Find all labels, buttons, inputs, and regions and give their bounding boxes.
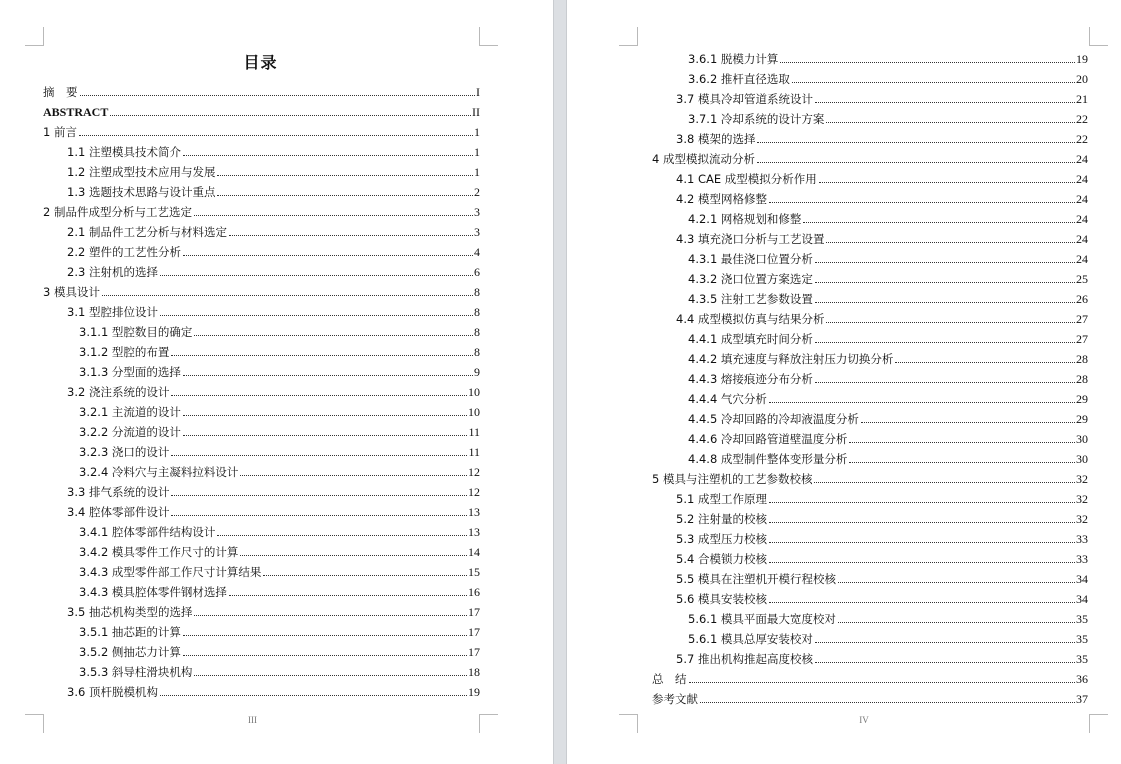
toc-entry[interactable]: [79, 359, 480, 379]
toc-entry-title: 5.6.1 模具总厚安装校对: [688, 632, 813, 646]
toc-entry-page: 19: [1076, 52, 1088, 66]
toc-entry-title: 5.4 合模锁力校核: [676, 552, 767, 566]
dot-leader: [183, 375, 473, 376]
toc-entry-title: 4.2.1 网格规划和修整: [688, 212, 802, 226]
toc-entry[interactable]: [676, 226, 1088, 246]
toc-entry-page: 35: [1076, 652, 1088, 666]
dot-leader: [780, 62, 1075, 63]
dot-leader: [815, 302, 1075, 303]
document-page-right: [567, 0, 1121, 764]
toc-entry[interactable]: [67, 379, 480, 399]
toc-entry-page: 24: [1076, 252, 1088, 266]
dot-leader: [815, 382, 1075, 383]
toc-entry[interactable]: [676, 166, 1088, 186]
toc-entry-title: 3.6 顶杆脱模机构: [67, 685, 158, 699]
toc-entry-title: 总 结: [652, 672, 687, 686]
toc-entry-page: 32: [1076, 472, 1088, 486]
dot-leader: [861, 422, 1075, 423]
dot-leader: [826, 242, 1075, 243]
dot-leader: [217, 535, 467, 536]
toc-entry-page: 20: [1076, 72, 1088, 86]
dot-leader: [826, 322, 1075, 323]
dot-leader: [815, 102, 1075, 103]
toc-entry[interactable]: [79, 399, 480, 419]
dot-leader: [183, 415, 467, 416]
toc-entry-page: 24: [1076, 152, 1088, 166]
dot-leader: [229, 595, 467, 596]
toc-entry-title: 3.3 排气系统的设计: [67, 485, 170, 499]
toc-entry-title: 5.5 模具在注塑机开模行程校核: [676, 572, 836, 586]
toc-entry-title: 参考文献: [652, 692, 698, 706]
dot-leader: [895, 362, 1075, 363]
toc-entry-page: 32: [1076, 512, 1088, 526]
toc-heading: 目录: [243, 53, 278, 72]
toc-entry-page: 8: [474, 325, 480, 339]
toc-entry-title: 4.4.2 填充速度与释放注射压力切换分析: [688, 352, 894, 366]
toc-entry-title: 4.3.5 注射工艺参数设置: [688, 292, 813, 306]
toc-entry-page: 14: [468, 545, 480, 559]
dot-leader: [769, 202, 1075, 203]
toc-entry-title: 3.4.1 腔体零部件结构设计: [79, 525, 216, 539]
toc-entry-page: 10: [468, 385, 480, 399]
margin-corner-mark: [25, 27, 44, 46]
toc-entry-page: 34: [1076, 572, 1088, 586]
toc-entry[interactable]: [688, 66, 1088, 86]
toc-entry-title: 3.4 腔体零部件设计: [67, 505, 170, 519]
toc-entry[interactable]: [67, 599, 480, 619]
dot-leader: [194, 615, 467, 616]
dot-leader: [217, 195, 473, 196]
toc-entry[interactable]: [79, 579, 480, 599]
toc-entry[interactable]: [43, 119, 480, 139]
dot-leader: [240, 475, 467, 476]
toc-entry-title: 4.1 CAE 成型模拟分析作用: [676, 172, 817, 186]
toc-entry-page: II: [472, 105, 480, 119]
toc-entry-title: 4.4.8 成型制件整体变形量分析: [688, 452, 848, 466]
toc-entry-page: 17: [468, 605, 480, 619]
toc-entry[interactable]: [676, 646, 1088, 666]
toc-entry-title: 2.3 注射机的选择: [67, 265, 158, 279]
dot-leader: [110, 115, 471, 116]
toc-entry-title: 4.4.3 熔接痕迹分布分析: [688, 372, 813, 386]
toc-entry[interactable]: [676, 586, 1088, 606]
toc-entry-page: 22: [1076, 112, 1088, 126]
toc-entry[interactable]: [676, 86, 1088, 106]
margin-corner-mark: [619, 27, 638, 46]
toc-entry-page: 24: [1076, 212, 1088, 226]
margin-corner-mark: [1089, 27, 1108, 46]
dot-leader: [229, 235, 473, 236]
toc-entry-title: 3.7 模具冷却管道系统设计: [676, 92, 813, 106]
toc-entry-title: 5 模具与注塑机的工艺参数校核: [652, 472, 813, 486]
toc-entry[interactable]: [67, 479, 480, 499]
dot-leader: [838, 582, 1075, 583]
toc-entry-page: 8: [474, 305, 480, 319]
toc-entry-title: 1 前言: [43, 125, 77, 139]
toc-entry[interactable]: [688, 446, 1088, 466]
toc-entry-page: 4: [474, 245, 480, 259]
toc-entry-title: 4.3.1 最佳浇口位置分析: [688, 252, 813, 266]
toc-entry-title: 1.1 注塑模具技术简介: [67, 145, 181, 159]
toc-entry[interactable]: [676, 126, 1088, 146]
toc-entry-title: 5.3 成型压力校核: [676, 532, 767, 546]
dot-leader: [757, 162, 1075, 163]
toc-entry[interactable]: [688, 346, 1088, 366]
dot-leader: [792, 82, 1075, 83]
dot-leader: [160, 275, 473, 276]
toc-entry-title: 3.1.1 型腔数目的确定: [79, 325, 193, 339]
toc-entry[interactable]: [688, 606, 1088, 626]
toc-entry-title: 3 模具设计: [43, 285, 100, 299]
toc-entry[interactable]: [67, 139, 480, 159]
toc-entry-page: 33: [1076, 532, 1088, 546]
dot-leader: [769, 502, 1075, 503]
toc-entry-page: 34: [1076, 592, 1088, 606]
toc-entry-page: 13: [468, 505, 480, 519]
toc-entry-page: 21: [1076, 92, 1088, 106]
toc-entry-page: 35: [1076, 632, 1088, 646]
dot-leader: [240, 555, 467, 556]
toc-entry[interactable]: [652, 146, 1088, 166]
toc-entry[interactable]: [652, 466, 1088, 486]
toc-entry[interactable]: [79, 459, 480, 479]
toc-entry[interactable]: [67, 219, 480, 239]
toc-entry-title: 3.6.2 推杆直径选取: [688, 72, 790, 86]
dot-leader: [769, 522, 1075, 523]
toc-entry-page: 19: [468, 685, 480, 699]
dot-leader: [757, 142, 1075, 143]
toc-entry-title: 4.4 成型模拟仿真与结果分析: [676, 312, 825, 326]
toc-entry-title: 3.5 抽芯机构类型的选择: [67, 605, 193, 619]
toc-entry-title: 2 制品件成型分析与工艺选定: [43, 205, 192, 219]
toc-entry[interactable]: [79, 539, 480, 559]
toc-entry-title: 1.2 注塑成型技术应用与发展: [67, 165, 216, 179]
dot-leader: [160, 695, 467, 696]
toc-entry-page: 30: [1076, 432, 1088, 446]
toc-entry[interactable]: [688, 246, 1088, 266]
toc-entry-page: 22: [1076, 132, 1088, 146]
toc-entry[interactable]: [79, 559, 480, 579]
toc-entry-title: 2.1 制品件工艺分析与材料选定: [67, 225, 227, 239]
toc-entry[interactable]: [79, 519, 480, 539]
toc-entry[interactable]: [676, 546, 1088, 566]
toc-entry-title: 4.4.6 冷却回路管道壁温度分析: [688, 432, 848, 446]
toc-entry[interactable]: [79, 439, 480, 459]
toc-entry-page: 35: [1076, 612, 1088, 626]
toc-entry[interactable]: [688, 366, 1088, 386]
toc-entry-title: 4 成型模拟流动分析: [652, 152, 755, 166]
dot-leader: [815, 262, 1075, 263]
dot-leader: [160, 315, 473, 316]
toc-entry-page: 30: [1076, 452, 1088, 466]
dot-leader: [183, 435, 468, 436]
toc-entry-title: 4.4.4 气穴分析: [688, 392, 767, 406]
toc-entry-title: 摘 要: [43, 85, 78, 99]
toc-entry-page: 11: [468, 445, 480, 459]
dot-leader: [815, 282, 1075, 283]
toc-entry[interactable]: [79, 419, 480, 439]
toc-entry-title: 3.1 型腔排位设计: [67, 305, 158, 319]
toc-entry-page: 8: [474, 345, 480, 359]
toc-entry-page: 26: [1076, 292, 1088, 306]
toc-entry-title: 3.4.3 模具腔体零件钢材选择: [79, 585, 227, 599]
toc-entry[interactable]: [688, 266, 1088, 286]
dot-leader: [769, 562, 1075, 563]
toc-entry-title: 3.2.4 冷料穴与主凝料拉料设计: [79, 465, 239, 479]
dot-leader: [194, 215, 473, 216]
toc-entry[interactable]: [688, 206, 1088, 226]
toc-entry-title: 5.2 注射量的校核: [676, 512, 767, 526]
toc-entry[interactable]: [652, 686, 1088, 706]
dot-leader: [183, 255, 473, 256]
toc-entry-page: 12: [468, 465, 480, 479]
toc-entry-page: 13: [468, 525, 480, 539]
toc-entry-page: 3: [474, 205, 480, 219]
toc-entry[interactable]: [676, 486, 1088, 506]
toc-entry-page: 18: [468, 665, 480, 679]
dot-leader: [171, 515, 467, 516]
toc-entry[interactable]: [688, 326, 1088, 346]
toc-entry-title: ABSTRACT: [43, 105, 109, 119]
dot-leader: [217, 175, 473, 176]
dot-leader: [102, 295, 473, 296]
toc-entry[interactable]: [676, 186, 1088, 206]
toc-entry-title: 3.2.1 主流道的设计: [79, 405, 181, 419]
toc-entry[interactable]: [79, 619, 480, 639]
document-page-left: [0, 0, 553, 764]
dot-leader: [194, 675, 467, 676]
toc-entry-page: 24: [1076, 232, 1088, 246]
page-number: III: [248, 715, 257, 725]
dot-leader: [849, 442, 1075, 443]
toc-entry[interactable]: [676, 506, 1088, 526]
toc-entry[interactable]: [79, 339, 480, 359]
toc-entry[interactable]: [79, 319, 480, 339]
margin-corner-mark: [479, 27, 498, 46]
toc-entry-title: 3.7.1 冷却系统的设计方案: [688, 112, 825, 126]
dot-leader: [171, 355, 473, 356]
dot-leader: [803, 222, 1075, 223]
page-number: IV: [859, 715, 869, 725]
toc-entry-page: 9: [474, 365, 480, 379]
dot-leader: [689, 682, 1076, 683]
toc-entry[interactable]: [688, 406, 1088, 426]
toc-entry-page: 37: [1076, 692, 1088, 706]
toc-entry-page: 27: [1076, 312, 1088, 326]
toc-entry[interactable]: [688, 426, 1088, 446]
toc-entry-page: 24: [1076, 172, 1088, 186]
toc-entry-title: 5.7 推出机构推起高度校核: [676, 652, 813, 666]
dot-leader: [80, 95, 476, 96]
toc-entry[interactable]: [43, 79, 480, 99]
dot-leader: [194, 335, 473, 336]
toc-entry-title: 4.2 模型网格修整: [676, 192, 767, 206]
toc-entry-page: I: [476, 85, 480, 99]
toc-entry-page: 6: [474, 265, 480, 279]
toc-entry-title: 3.4.3 成型零件部工作尺寸计算结果: [79, 565, 262, 579]
toc-entry-page: 3: [474, 225, 480, 239]
dot-leader: [183, 155, 473, 156]
toc-entry[interactable]: [676, 566, 1088, 586]
toc-entry-page: 10: [468, 405, 480, 419]
toc-entry[interactable]: [43, 199, 480, 219]
toc-entry-page: 15: [468, 565, 480, 579]
dot-leader: [815, 342, 1075, 343]
toc-entry-title: 5.1 成型工作原理: [676, 492, 767, 506]
toc-entry-title: 3.1.2 型腔的布置: [79, 345, 170, 359]
toc-entry[interactable]: [67, 179, 480, 199]
toc-entry-page: 8: [474, 285, 480, 299]
dot-leader: [183, 635, 467, 636]
toc-entry-page: 32: [1076, 492, 1088, 506]
dot-leader: [769, 602, 1075, 603]
toc-entry-title: 4.3.2 浇口位置方案选定: [688, 272, 813, 286]
toc-entry-page: 17: [468, 645, 480, 659]
dot-leader: [171, 495, 467, 496]
toc-entry-title: 3.4.2 模具零件工作尺寸的计算: [79, 545, 239, 559]
toc-entry-title: 4.4.5 冷却回路的冷却液温度分析: [688, 412, 859, 426]
toc-entry[interactable]: [652, 666, 1088, 686]
toc-entry-title: 5.6 模具安装校核: [676, 592, 767, 606]
toc-entry[interactable]: [688, 106, 1088, 126]
toc-entry[interactable]: [67, 159, 480, 179]
toc-entry-title: 3.5.1 抽芯距的计算: [79, 625, 181, 639]
toc-entry-title: 3.5.3 斜导柱滑块机构: [79, 665, 193, 679]
toc-entry[interactable]: [688, 286, 1088, 306]
dot-leader: [826, 122, 1075, 123]
toc-entry[interactable]: [79, 659, 480, 679]
toc-entry[interactable]: [67, 239, 480, 259]
dot-leader: [171, 395, 467, 396]
dot-leader: [183, 655, 467, 656]
toc-entry-title: 4.4.1 成型填充时间分析: [688, 332, 813, 346]
toc-entry-page: 17: [468, 625, 480, 639]
dot-leader: [171, 455, 467, 456]
toc-entry[interactable]: [67, 679, 480, 699]
toc-entry-title: 3.1.3 分型面的选择: [79, 365, 181, 379]
toc-entry[interactable]: [43, 279, 480, 299]
toc-entry[interactable]: [43, 99, 480, 119]
toc-entry-page: 12: [468, 485, 480, 499]
toc-entry-page: 33: [1076, 552, 1088, 566]
toc-entry-page: 16: [468, 585, 480, 599]
toc-entry-page: 29: [1076, 412, 1088, 426]
dot-leader: [814, 482, 1075, 483]
toc-entry-page: 1: [474, 165, 480, 179]
dot-leader: [849, 462, 1075, 463]
dot-leader: [769, 402, 1075, 403]
toc-entry-title: 3.6.1 脱模力计算: [688, 52, 779, 66]
toc-entry-page: 28: [1076, 372, 1088, 386]
page-gutter: [553, 0, 567, 764]
toc-entry[interactable]: [67, 259, 480, 279]
toc-entry[interactable]: [79, 639, 480, 659]
dot-leader: [700, 702, 1075, 703]
toc-entry-title: 3.8 模架的选择: [676, 132, 756, 146]
toc-entry-page: 1: [474, 145, 480, 159]
dot-leader: [815, 662, 1075, 663]
toc-entry-page: 1: [474, 125, 480, 139]
toc-entry-title: 5.6.1 模具平面最大宽度校对: [688, 612, 836, 626]
toc-entry-title: 4.3 填充浇口分析与工艺设置: [676, 232, 825, 246]
dot-leader: [838, 622, 1075, 623]
dot-leader: [819, 182, 1075, 183]
toc-entry[interactable]: [688, 386, 1088, 406]
toc-entry-title: 3.5.2 侧抽芯力计算: [79, 645, 181, 659]
toc-entry-title: 2.2 塑件的工艺性分析: [67, 245, 181, 259]
toc-entry-page: 36: [1076, 672, 1088, 686]
toc-entry-title: 3.2.3 浇口的设计: [79, 445, 170, 459]
toc-entry[interactable]: [67, 499, 480, 519]
toc-entry-page: 27: [1076, 332, 1088, 346]
toc-entry[interactable]: [676, 306, 1088, 326]
dot-leader: [769, 542, 1075, 543]
toc-entry-page: 25: [1076, 272, 1088, 286]
toc-entry[interactable]: [688, 46, 1088, 66]
toc-entry-page: 24: [1076, 192, 1088, 206]
toc-entry-title: 1.3 选题技术思路与设计重点: [67, 185, 216, 199]
toc-entry[interactable]: [67, 299, 480, 319]
dot-leader: [815, 642, 1075, 643]
dot-leader: [263, 575, 467, 576]
toc-entry-page: 2: [474, 185, 480, 199]
toc-entry-page: 28: [1076, 352, 1088, 366]
toc-entry[interactable]: [676, 526, 1088, 546]
toc-entry-title: 3.2.2 分流道的设计: [79, 425, 181, 439]
toc-entry[interactable]: [688, 626, 1088, 646]
toc-entry-title: 3.2 浇注系统的设计: [67, 385, 170, 399]
dot-leader: [79, 135, 473, 136]
toc-entry-page: 29: [1076, 392, 1088, 406]
toc-entry-page: 11: [468, 425, 480, 439]
